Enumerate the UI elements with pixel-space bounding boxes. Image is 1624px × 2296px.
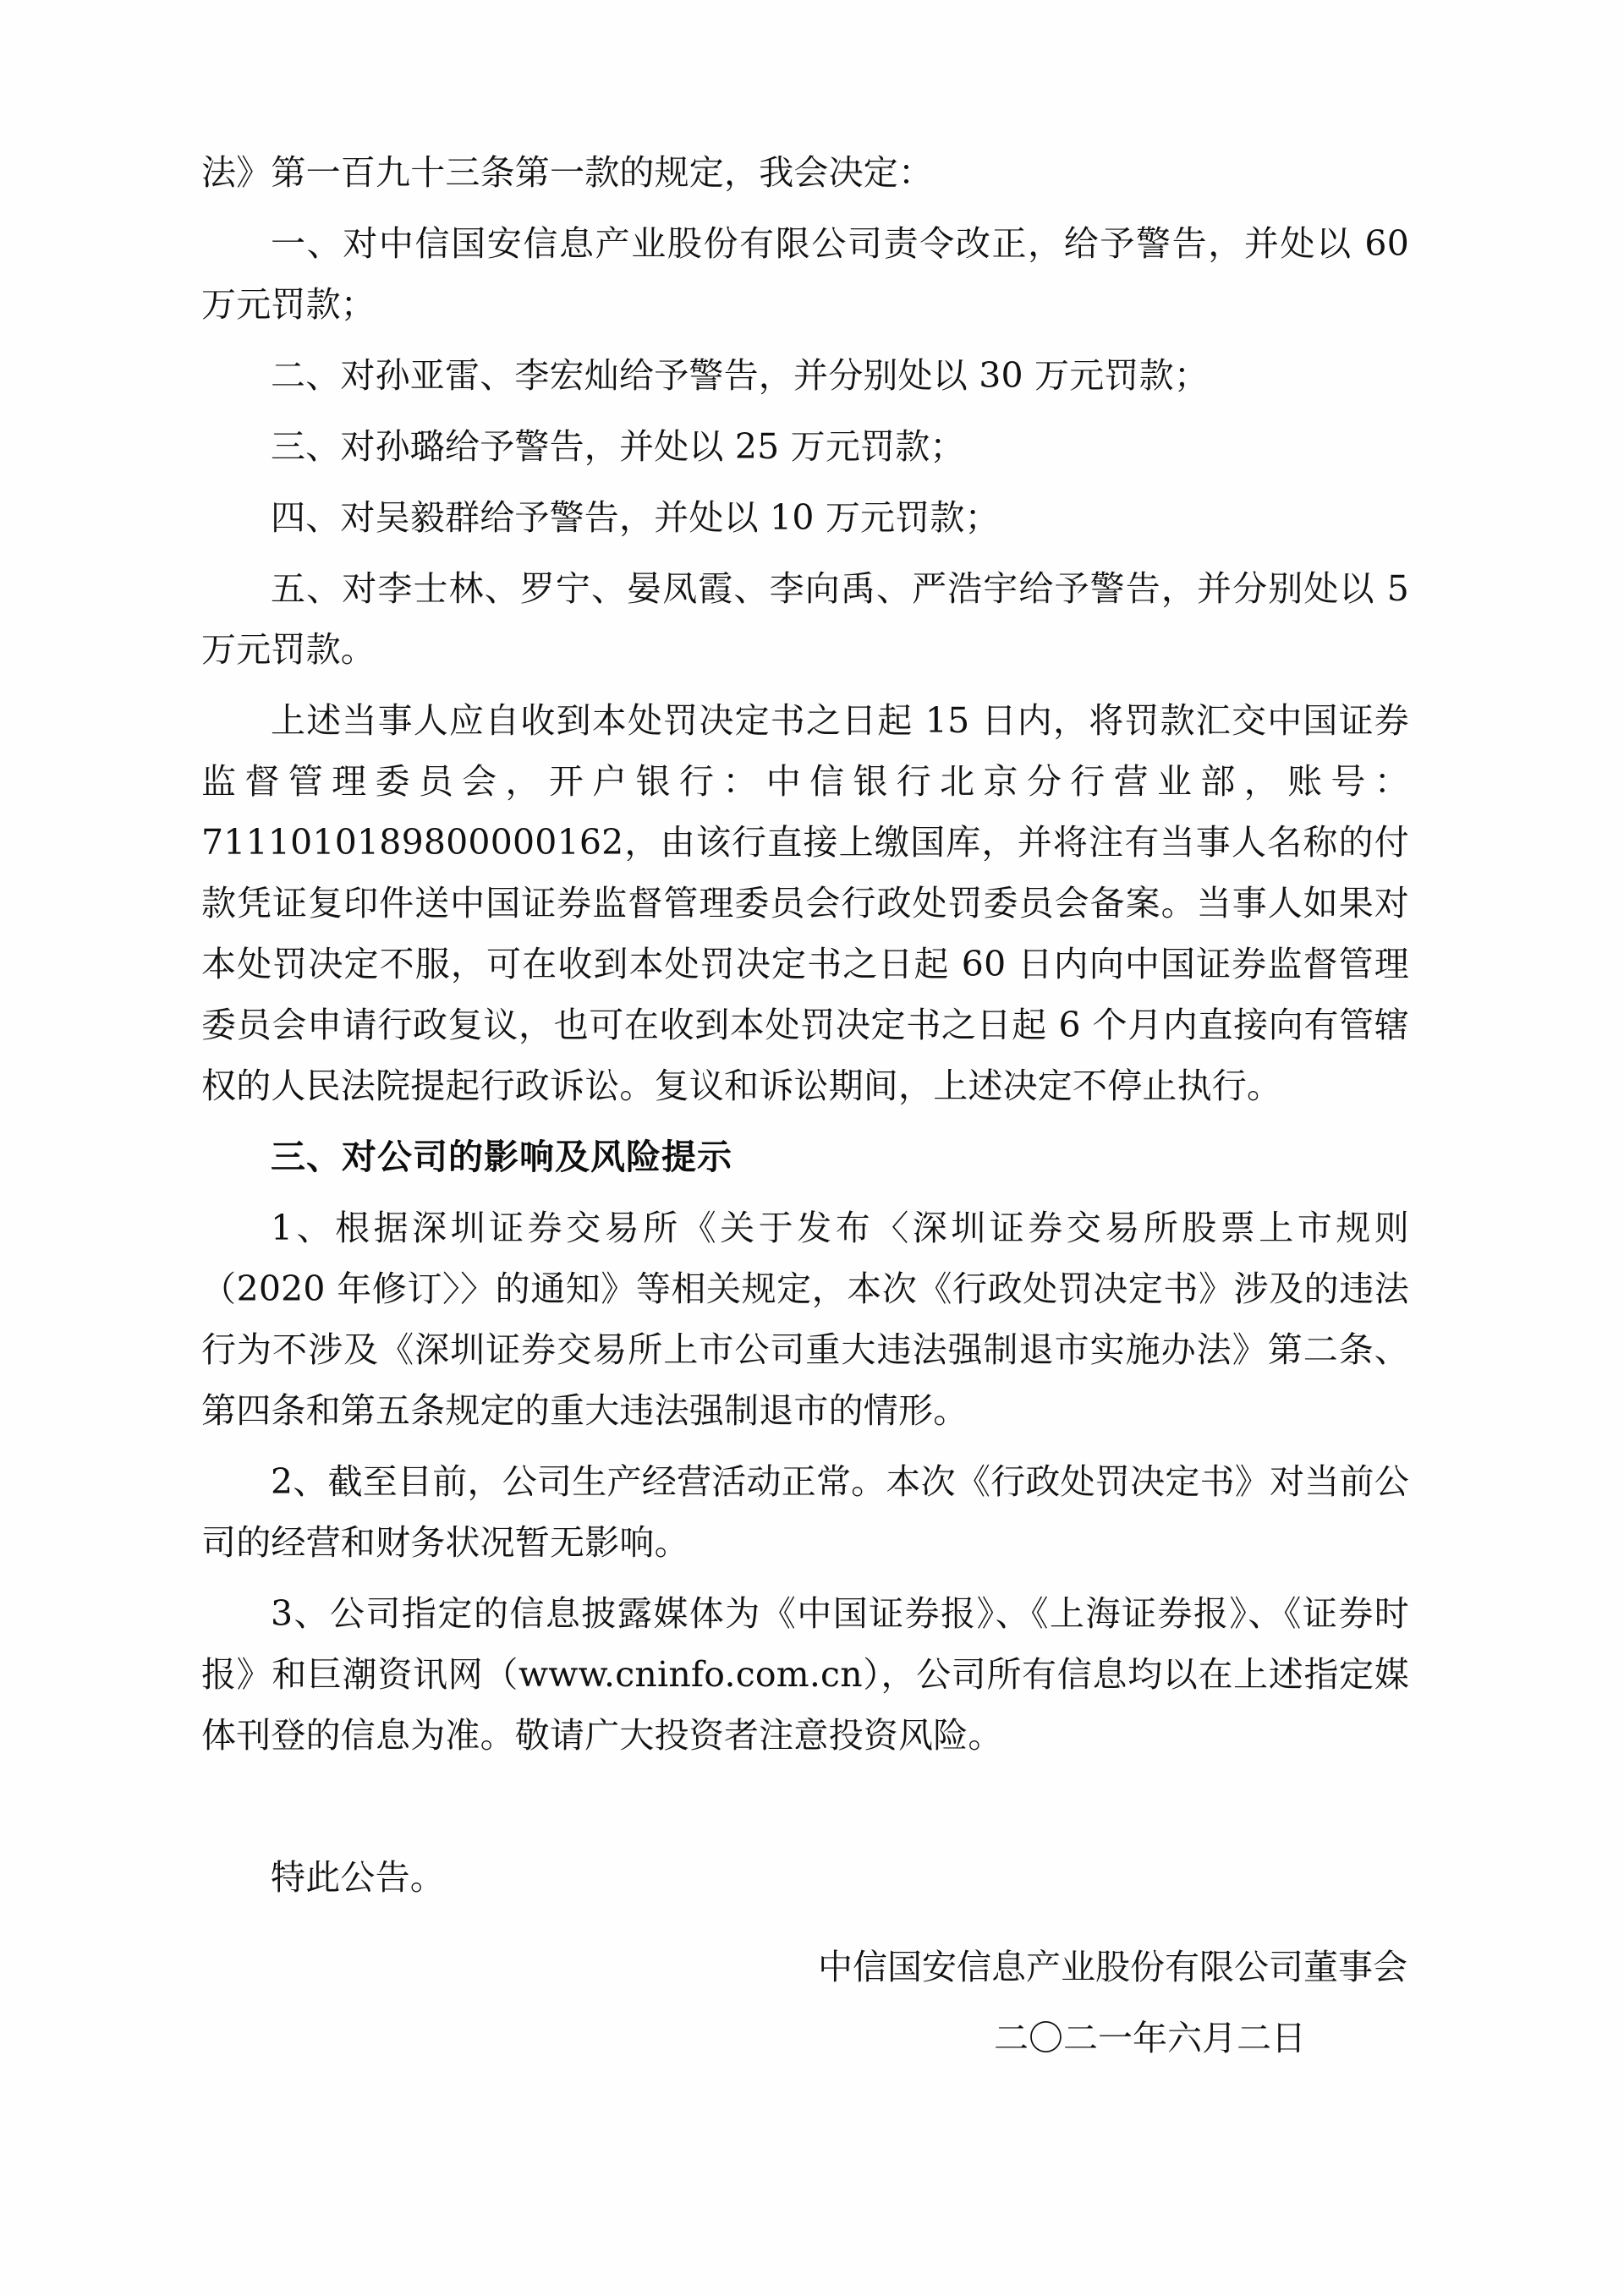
paragraph-spacer: [201, 406, 1409, 416]
paragraph-spacer: [201, 203, 1409, 213]
paragraph-spacer: [201, 477, 1409, 487]
penalty-item-2: 二、对孙亚雷、李宏灿给予警告，并分别处以 30 万元罚款；: [271, 355, 1210, 396]
paragraph-spacer: [201, 680, 1409, 690]
penalty-item-4: 四、对吴毅群给予警告，并处以 10 万元罚款；: [271, 497, 1000, 538]
paragraph-spacer: [201, 1441, 1409, 1451]
penalty-item-5: 五、对李士林、罗宁、晏凤霞、李向禹、严浩宇给予警告，并分别处以 5 万元罚款。: [201, 568, 1409, 670]
signature-date: 二〇二一年六月二日: [994, 2018, 1306, 2058]
paragraph-spacer: [201, 335, 1409, 345]
risk-item-3: 3、公司指定的信息披露媒体为《中国证券报》、《上海证券报》、《证券时报》和巨潮资讯网（www.cninfo.com.cn），公司所有信息均以在上述指定媒体刊登的信息为准。敬请广大投资者注意投资风险。: [201, 1593, 1409, 1756]
section-heading-impact-and-risk: 三、对公司的影响及风险提示: [271, 1137, 732, 1177]
paragraph-spacer: [201, 1187, 1409, 1197]
closing-spacer: [201, 1766, 1409, 1847]
paragraph-spacer: [201, 1116, 1409, 1126]
document-body: [201, 142, 1409, 2069]
signature-issuer: 中信国安信息产业股份有限公司董事会: [818, 1947, 1407, 1987]
signature-spacer: [201, 1908, 1409, 1937]
paragraph-spacer: [201, 1573, 1409, 1583]
payment-instructions-paragraph: 上述当事人应自收到本处罚决定书之日起 15 日内，将罚款汇交中国证券监督管理委员会，开户银行：中信银行北京分行营业部，账号：7111010189800000162，由该行直接上缴国库，并将注有当事人名称的付款凭证复印件送中国证券监督管理委员会行政处罚委员会备案。当事人如果对本处罚决定不服，可在收到本处罚决定书之日起 60 日内向中国证券监督管理委员会申请行政复议，也可在收到本处罚决定书之日起 6 个月内直接向有管辖权的人民法院提起行政诉讼。复议和诉讼期间，上述决定不停止执行。: [201, 700, 1409, 1106]
signature-spacer: [201, 1997, 1409, 2008]
penalty-item-3: 三、对孙璐给予警告，并处以 25 万元罚款；: [271, 426, 965, 467]
closing-statement: 特此公告。: [271, 1857, 445, 1898]
paragraph-continuation-legal-basis: 法》第一百九十三条第一款的规定，我会决定：: [201, 152, 934, 193]
paragraph-spacer: [201, 548, 1409, 558]
penalty-item-1: 一、对中信国安信息产业股份有限公司责令改正，给予警告，并处以 60 万元罚款；: [201, 223, 1409, 325]
risk-item-1: 1、根据深圳证券交易所《关于发布〈深圳证券交易所股票上市规则（2020 年修订〉〉的通知》等相关规定，本次《行政处罚决定书》涉及的违法行为不涉及《深圳证券交易所上市公司重大违法强制退市实施办法》第二条、第四条和第五条规定的重大违法强制退市的情形。: [201, 1208, 1409, 1431]
risk-item-2: 2、截至目前，公司生产经营活动正常。本次《行政处罚决定书》对当前公司的经营和财务状况暂无影响。: [201, 1461, 1409, 1563]
